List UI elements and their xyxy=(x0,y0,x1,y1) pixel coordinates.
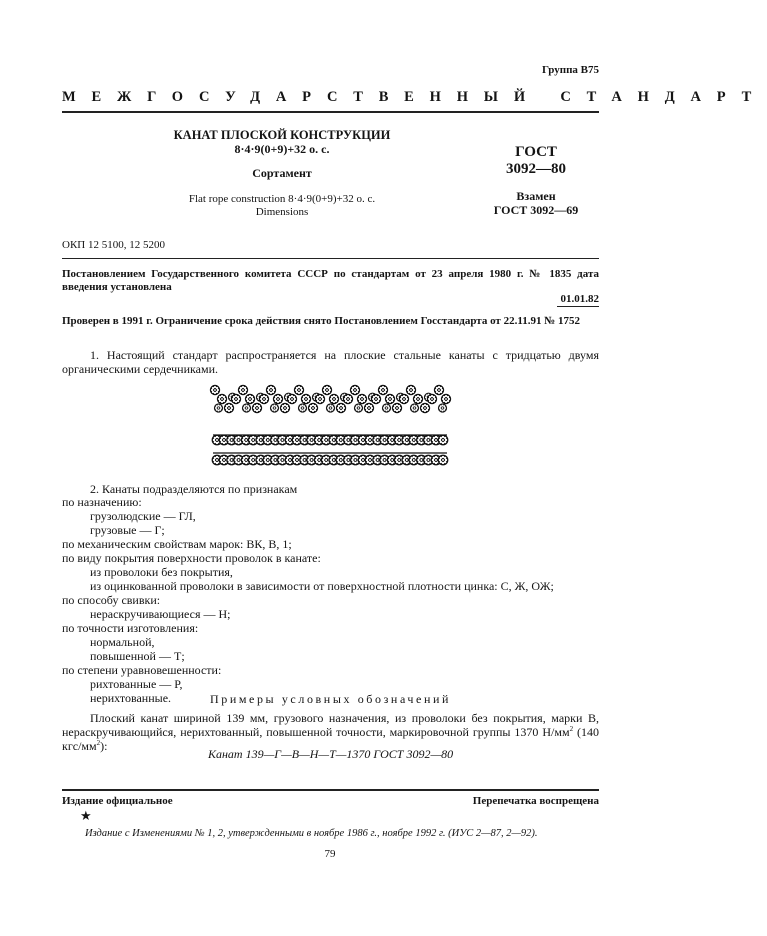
reprint-forbidden: Перепечатка воспрещена xyxy=(472,795,599,807)
classification-item: по механическим свойствам марок: ВК, В, 1; xyxy=(62,537,292,551)
classification-item: из проволоки без покрытия, xyxy=(90,565,233,579)
paragraph-1: 1. Настоящий стандарт распространяется на плоские стальные канаты с тридцатью двумя органическими сердечниками. xyxy=(62,348,599,376)
date-underline xyxy=(557,306,599,307)
title-en-line1: Flat rope construction 8·4·9(0+9)+32 o. c. xyxy=(188,193,376,205)
example-designation: Канат 139—Г—В—Н—Т—1370 ГОСТ 3092—80 xyxy=(208,747,454,761)
replaces-standard: ГОСТ 3092—69 xyxy=(493,203,579,217)
examples-heading: Примеры условных обозначений xyxy=(209,692,452,706)
page-number: 79 xyxy=(324,848,336,860)
classification-item: по виду покрытия поверхности проволок в канате: xyxy=(62,551,321,565)
classification-item: нераскручивающиеся — Н; xyxy=(90,607,231,621)
classification-item: нормальной, xyxy=(90,635,155,649)
group-label: Группа В75 xyxy=(541,64,599,76)
title-block xyxy=(150,128,414,219)
footer-rule xyxy=(62,789,599,791)
title-en-line2: Dimensions xyxy=(255,206,309,218)
replaces-label: Взамен xyxy=(516,189,556,203)
classification-item: по точности изготовления: xyxy=(62,621,199,635)
title-line1: КАНАТ ПЛОСКОЙ КОНСТРУКЦИИ xyxy=(173,128,391,142)
classification-item: грузовые — Г; xyxy=(90,523,165,537)
okp-rule xyxy=(62,258,599,259)
classification-item: рихтованные — Р, xyxy=(90,677,183,691)
rope-cross-section-icon xyxy=(205,380,455,472)
decree-date: 01.01.82 xyxy=(560,293,599,305)
standard-banner: МЕЖГОСУДАРСТВЕННЫЙ СТАНДАРТ xyxy=(62,89,767,105)
classification-item: по степени уравновешенности: xyxy=(62,663,222,677)
classification-item: по назначению: xyxy=(62,495,142,509)
classification-item: повышенной — Т; xyxy=(90,649,185,663)
subtitle: Сортамент xyxy=(252,166,312,180)
checked-text: Проверен в 1991 г. Ограничение срока действия снято Постановлением Госстандарта от 22.11.91 № 1752 xyxy=(62,315,581,327)
amendments-note: Издание с Изменениями № 1, 2, утвержденными в ноябре 1986 г., ноябре 1992 г. (ИУС 2—87, 2—92). xyxy=(85,828,538,839)
star-icon: ★ xyxy=(80,808,92,823)
banner-rule xyxy=(62,111,599,113)
classification-list xyxy=(62,495,602,705)
gost-label: ГОСТ xyxy=(515,144,557,160)
classification-item: из оцинкованной проволоки в зависимости от поверхностной плотности цинка: С, Ж, ОЖ; xyxy=(90,579,554,593)
classification-item: по способу свивки: xyxy=(62,593,161,607)
official-edition: Издание официальное xyxy=(62,795,173,807)
paragraph-2-intro: 2. Канаты подразделяются по признакам xyxy=(90,482,298,496)
decree-text: Постановлением Государственного комитета СССР по стандартам от 23 апреля 1980 г. № 1835 дата введения установлена xyxy=(62,268,599,293)
title-line2: 8·4·9(0+9)+32 о. с. xyxy=(234,142,330,156)
classification-item: грузолюдские — ГЛ, xyxy=(90,509,196,523)
classification-item: нерихтованные. xyxy=(90,691,172,705)
gost-block xyxy=(476,144,596,217)
example-text: Плоский канат шириной 139 мм, грузового назначения, из проволоки без покрытия, марки В, нераскручивающийся, нерихтованный, повышенной точности, маркировочной группы 1370 $Н/мм^2$ (140 кгс/$мм^2$): xyxy=(62,711,599,753)
gost-number: 3092—80 xyxy=(506,161,566,177)
okp-code: ОКП 12 5100, 12 5200 xyxy=(62,239,165,251)
